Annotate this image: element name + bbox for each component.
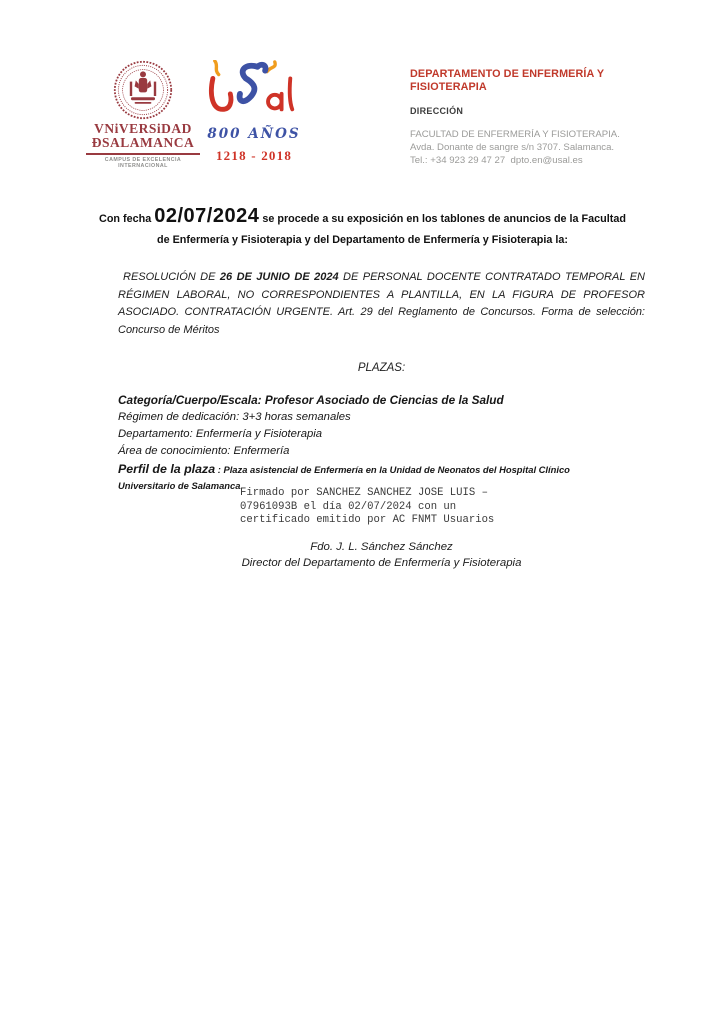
digital-signature-line1: Firmado por SANCHEZ SANCHEZ JOSE LUIS – xyxy=(240,487,488,499)
letterhead xyxy=(410,68,678,167)
digital-signature-block xyxy=(240,487,494,528)
digital-signature-line3: certificado emitido por AC FNMT Usuarios xyxy=(240,514,495,527)
usal-800-artwork-icon xyxy=(202,60,306,120)
resolution-date: 26 DE JUNIO DE 2024 xyxy=(219,271,339,283)
plaza-department: Departamento: Enfermería y Fisioterapia xyxy=(118,428,323,440)
address-line-faculty: FACULTAD DE ENFERMERÍA Y FISIOTERAPIA. xyxy=(410,129,620,140)
resolution-part2: DE PERSONAL DOCENTE CONTRATADO TEMPORAL EN RÉGIMEN LABORAL, NO CORRESPONDIENTES A PLANTILLA, EN LA FIGURA DE PROFESOR ASOCIADO. CONTRATACIÓN URGENTE. Art. 29 del Reglamento de Concursos. Forma de selección: Concurso de Méritos xyxy=(118,271,645,336)
digital-signature-line2: 07961093B el día 02/07/2024 con un xyxy=(240,500,457,513)
university-name-line2: ĐSALAMANCA xyxy=(91,135,195,150)
usal-800-logo xyxy=(199,60,309,164)
announcement-line2: de Enfermería y Fisioterapia y del Departamento de Enfermería y Fisioterapia la: xyxy=(156,234,569,246)
announcement-suffix: se procede a su exposición en los tablones de anuncios de la Facultad xyxy=(259,213,626,225)
direccion-label: DIRECCIÓN xyxy=(410,106,464,116)
plaza-profile-value: Plaza asistencial de Enfermería en la Unidad de Neonatos del Hospital Clínico Universitario de Salamanca. xyxy=(118,464,570,491)
address-line-street: Avda. Donante de sangre s/n 3707. Salamanca. xyxy=(410,141,615,153)
signature-block xyxy=(118,539,645,571)
university-logo xyxy=(84,60,202,169)
announcement-paragraph xyxy=(80,203,645,249)
university-name-line1: VNiVERSiDAD xyxy=(94,121,192,136)
department-title: DEPARTAMENTO DE ENFERMERÍA Y FISIOTERAPIA xyxy=(410,68,604,93)
plaza-details xyxy=(118,392,588,493)
exposure-date: 02/07/2024 xyxy=(154,205,260,227)
plaza-dedication: Régimen de dedicación: 3+3 horas semanales xyxy=(118,411,351,423)
announcement-line1 xyxy=(80,203,645,232)
plaza-profile-label: Perfil de la plaza xyxy=(118,462,216,476)
plazas-heading: PLAZAS: xyxy=(357,362,406,374)
resolution-part1: RESOLUCIÓN DE xyxy=(123,271,220,283)
plaza-category: Categoría/Cuerpo/Escala: Profesor Asociado de Ciencias de la Salud xyxy=(118,393,504,407)
campus-excellence-label: CAMPUS DE EXCELENCIA INTERNACIONAL xyxy=(104,157,182,169)
announcement-prefix: Con fecha xyxy=(99,213,155,225)
plaza-knowledge-area: Área de conocimiento: Enfermería xyxy=(118,445,290,457)
logo-divider xyxy=(86,153,200,155)
department-address xyxy=(410,129,678,167)
university-seal-icon xyxy=(113,60,173,120)
usal-anniversary-dates: 1218 - 2018 xyxy=(215,148,293,163)
signer-name: Fdo. J. L. Sánchez Sánchez xyxy=(310,541,453,553)
plaza-profile-separator: : xyxy=(215,464,224,475)
resolution-paragraph xyxy=(118,269,645,339)
usal-800-years-label: 800 AÑOS xyxy=(207,126,301,142)
address-line-contact: Tel.: +34 923 29 47 27 dpto.en@usal.es xyxy=(410,154,583,166)
signer-title: Director del Departamento de Enfermería y Fisioterapia xyxy=(241,557,522,569)
